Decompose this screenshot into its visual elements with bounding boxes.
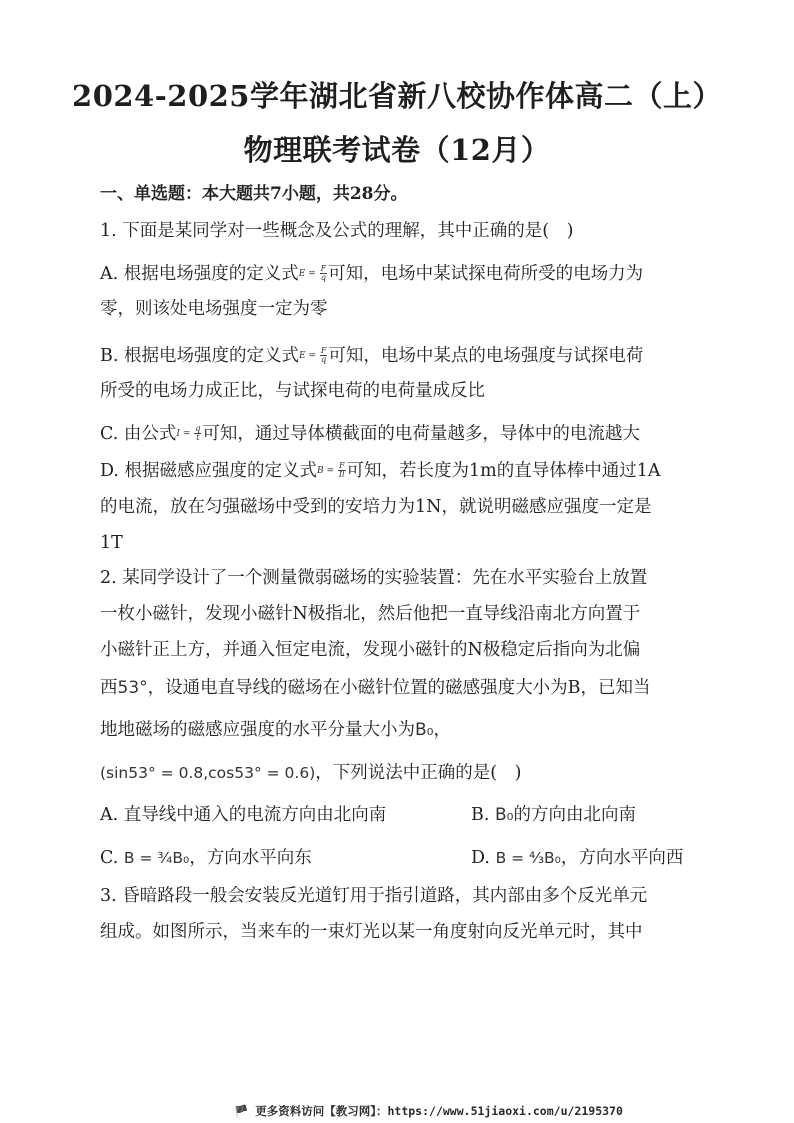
q1-option-d-line3: 1T — [100, 533, 123, 553]
q2-stem-line3: 小磁针正上方，并通入恒定电流，发现小磁针的N极稳定后指向为北偏 — [100, 640, 641, 660]
q2-stem-line2: 一枚小磁针，发现小磁针N极指北，然后他把一直导线沿南北方向置于 — [100, 604, 641, 624]
q2-option-a: A. 直导线中通入的电流方向由北向南 — [100, 805, 387, 825]
q1-stem: 1. 下面是某同学对一些概念及公式的理解，其中正确的是( ) — [100, 221, 574, 241]
formula-b-four-thirds-b0: B = ⁴⁄₃B₀ — [495, 849, 561, 867]
formula-e-fq: E = $\frac{F}{q}$ — [298, 264, 327, 282]
q2-option-c: C. B = ¾B₀，方向水平向东 — [100, 848, 312, 868]
formula-i-qt: I = $\frac{q}{t}$ — [176, 424, 201, 442]
symbol-b0: B₀ — [415, 720, 434, 740]
q1-option-b: B. 根据电场强度的定义式E = $\frac{F}{q}$ 可知，电场中某点的电场强度与试探电荷 — [100, 346, 644, 366]
q1-option-a-line2: 零，则该处电场强度一定为零 — [100, 299, 328, 319]
q2-option-d: D. B = ⁴⁄₃B₀，方向水平向西 — [471, 848, 684, 868]
q1-option-d: D. 根据磁感应强度的定义式B = $\frac{F}{Il}$ 可知，若长度为1m的直导体棒中通过1A — [100, 461, 661, 481]
q2-stem-line6: (sin53° = 0.8,cos53° = 0.6)，下列说法中正确的是( ) — [100, 763, 522, 783]
trig-values: (sin53° = 0.8,cos53° = 0.6) — [100, 764, 316, 782]
q2-stem-line4: 西53°，设通电直导线的磁场在小磁针位置的磁感强度大小为B，已知当 — [100, 678, 651, 698]
page-title-line1: 2024-2025学年湖北省新八校协作体高二（上） — [72, 79, 722, 113]
q1-option-a: A. 根据电场强度的定义式E = $\frac{F}{q}$ 可知，电场中某试探电荷所受的电场力为 — [100, 264, 644, 284]
formula-b-three-quarters-b0: B = ¾B₀ — [123, 849, 190, 867]
angle-53: 53° — [117, 678, 148, 698]
symbol-b0: B₀ — [495, 805, 514, 825]
q2-stem-line1: 2. 某同学设计了一个测量微弱磁场的实验装置：先在水平实验台上放置 — [100, 568, 648, 588]
footer-link[interactable]: 🏴 更多资料访问【教习网】：https://www.51jiaoxi.com/u/2195370 — [234, 1104, 623, 1118]
q2-option-b: B. B₀的方向由北向南 — [471, 805, 636, 825]
q1-option-c: C. 由公式I = $\frac{q}{t}$ 可知，通过导体横截面的电荷量越多，导体中的电流越大 — [100, 424, 640, 444]
q2-stem-line5: 地地磁场的磁感应强度的水平分量大小为B₀， — [100, 720, 451, 740]
page-title-line2: 物理联考试卷（12月） — [243, 133, 551, 167]
q3-stem-line1: 3. 昏暗路段一般会安装反光道钉用于指引道路，其内部由多个反光单元 — [100, 886, 648, 906]
q3-stem-line2: 组成。如图所示，当来车的一束灯光以某一角度射向反光单元时，其中 — [100, 922, 643, 942]
formula-b-fil: B = $\frac{F}{Il}$ — [317, 461, 345, 479]
q1-option-d-line2: 的电流，放在匀强磁场中受到的安培力为1N，就说明磁感应强度一定是 — [100, 497, 652, 517]
section-heading: 一、单选题：本大题共7小题，共28分。 — [100, 184, 408, 204]
q1-option-b-line2: 所受的电场力成正比，与试探电荷的电荷量成反比 — [100, 381, 485, 401]
formula-e-fq: E = $\frac{F}{q}$ — [299, 346, 327, 364]
